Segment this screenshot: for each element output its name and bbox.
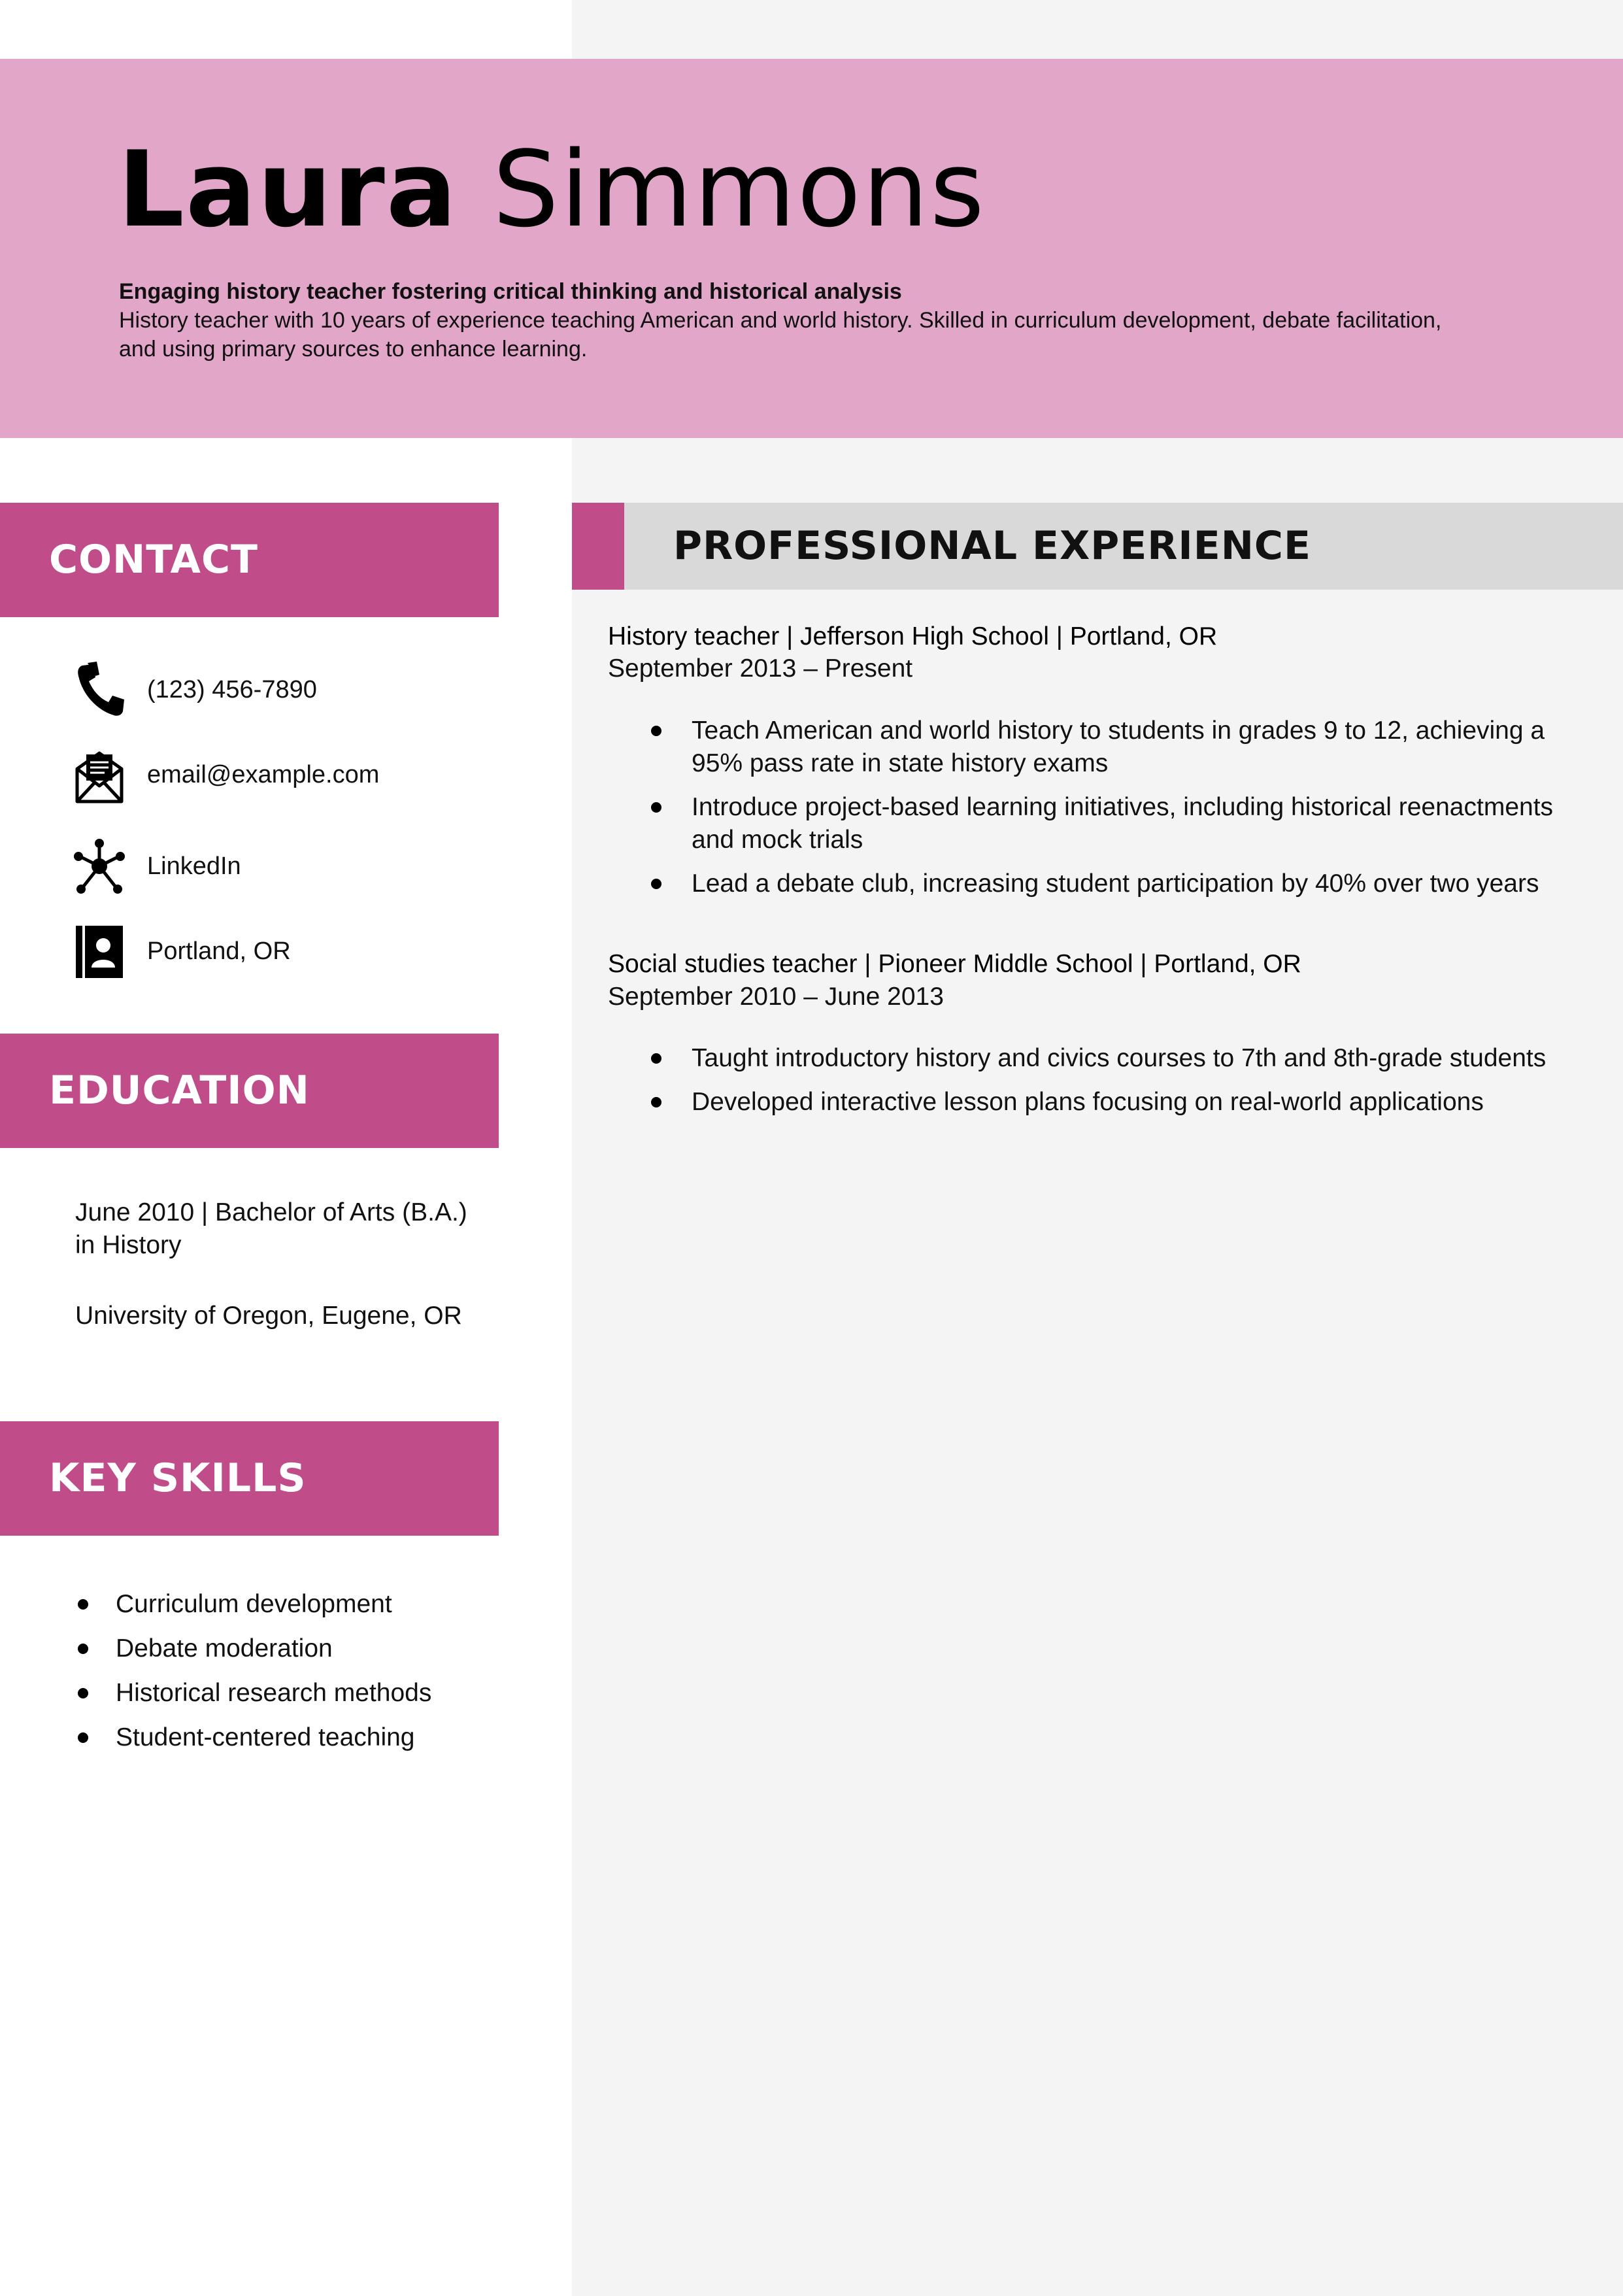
first-name: Laura (118, 128, 458, 250)
job-bullet: Introduce project-based learning initiatives, including historical reenactments and mock trials (647, 791, 1601, 856)
contact-email (73, 745, 531, 804)
experience-section-title: PROFESSIONAL EXPERIENCE (673, 523, 1311, 569)
skill-item: Debate moderation (75, 1627, 533, 1671)
phone-icon (73, 660, 125, 719)
skill-item: Curriculum development (75, 1582, 533, 1627)
contact-location (73, 922, 531, 981)
job-heading: History teacher | Jefferson High School | Portland, OR (608, 622, 1218, 650)
job-achievements (647, 1042, 1601, 1130)
job-dates: September 2010 – June 2013 (608, 983, 944, 1011)
address-book-icon (73, 922, 125, 981)
linkedin-network-icon (73, 837, 125, 896)
experience-section-header (572, 503, 1623, 590)
section-accent-bar (572, 503, 624, 590)
last-name: Simmons (492, 128, 986, 250)
skill-item: Historical research methods (75, 1671, 533, 1715)
skill-item: Student-centered teaching (75, 1715, 533, 1760)
job-bullet: Developed interactive lesson plans focusing on real-world applications (647, 1086, 1601, 1119)
linkedin-link[interactable]: LinkedIn (147, 853, 241, 880)
email-icon (73, 745, 125, 804)
phone-number[interactable]: (123) 456-7890 (147, 676, 317, 703)
contact-phone (73, 660, 531, 719)
contact-section-title: CONTACT (0, 503, 499, 617)
education-section-title: EDUCATION (0, 1034, 499, 1148)
job-bullet: Lead a debate club, increasing student participation by 40% over two years (647, 868, 1601, 900)
skills-list (75, 1582, 533, 1760)
skills-section-title: KEY SKILLS (0, 1421, 499, 1536)
email-address[interactable]: email@example.com (147, 761, 380, 788)
education-school: University of Oregon, Eugene, OR (75, 1302, 462, 1330)
candidate-name (118, 128, 986, 250)
job-bullet: Teach American and world history to students in grades 9 to 12, achieving a 95% pass rate in state history exams (647, 715, 1601, 780)
job-bullet: Taught introductory history and civics courses to 7th and 8th-grade students (647, 1042, 1601, 1075)
job-dates: September 2013 – Present (608, 654, 913, 683)
job-achievements (647, 715, 1601, 911)
headline: Engaging history teacher fostering critical thinking and historical analysis (119, 279, 902, 304)
contact-linkedin (73, 837, 531, 896)
education-degree: June 2010 | Bachelor of Arts (B.A.) in History (75, 1198, 467, 1259)
profile-summary: History teacher with 10 years of experience teaching American and world history. Skilled in curriculum development, debate facilitation, and using primary sources to enhance learning. (119, 308, 1442, 362)
location: Portland, OR (147, 937, 291, 965)
job-heading: Social studies teacher | Pioneer Middle School | Portland, OR (608, 950, 1301, 978)
